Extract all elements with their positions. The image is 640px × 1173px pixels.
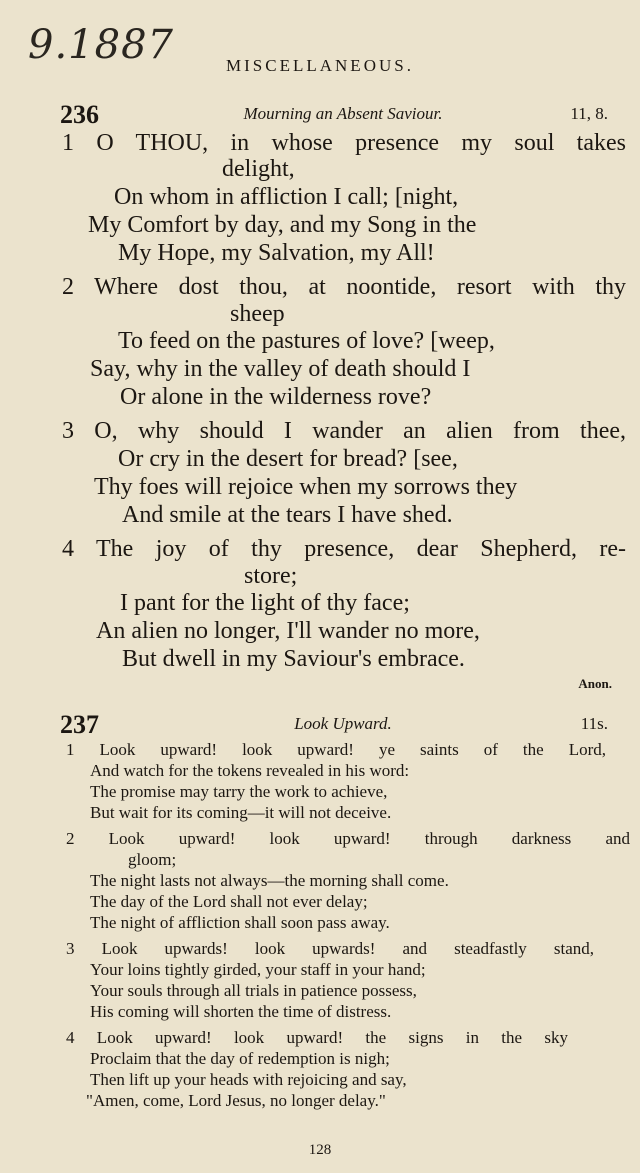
verse-line: Thy foes will rejoice when my sorrows they bbox=[94, 474, 518, 500]
hymn-236-header bbox=[60, 100, 626, 130]
hymn-meter: 11, 8. bbox=[570, 104, 608, 123]
verse-line: store; bbox=[244, 563, 298, 589]
verse-line: 1 Look upward! look upward! ye saints of the Lord, bbox=[66, 740, 606, 759]
verse-line: Proclaim that the day of redemption is nigh; bbox=[90, 1049, 390, 1068]
verse-line: On whom in affliction I call; [night, bbox=[114, 184, 459, 210]
verse-line: The promise may tarry the work to achieve, bbox=[90, 782, 388, 801]
verse-line: Your loins tightly girded, your staff in your hand; bbox=[90, 960, 426, 979]
verse-line: And watch for the tokens revealed in his word: bbox=[90, 761, 410, 780]
hymn-author: Anon. bbox=[578, 676, 612, 691]
hymn-title: Look Upward. bbox=[294, 714, 392, 733]
verse-line: "Amen, come, Lord Jesus, no longer delay." bbox=[86, 1091, 386, 1110]
hymn-number: 236 bbox=[60, 100, 99, 129]
verse-line: gloom; bbox=[128, 850, 177, 869]
verse-line: My Hope, my Salvation, my All! bbox=[118, 240, 435, 266]
verse-line: 1 O THOU, in whose presence my soul takes bbox=[62, 130, 626, 156]
verse-line: My Comfort by day, and my Song in the bbox=[88, 212, 477, 238]
verse-line: The night lasts not always—the morning shall come. bbox=[90, 871, 449, 890]
verse-line: Then lift up your heads with rejoicing and say, bbox=[90, 1070, 407, 1089]
verse-line: I pant for the light of thy face; bbox=[120, 590, 410, 616]
hymn-number: 237 bbox=[60, 710, 99, 739]
verse-line: The night of affliction shall soon pass away. bbox=[90, 913, 390, 932]
hymn-237-header bbox=[60, 710, 626, 740]
verse-line: Say, why in the valley of death should I bbox=[90, 356, 471, 382]
verse-line: And smile at the tears I have shed. bbox=[122, 502, 453, 528]
verse-line: 2 Look upward! look upward! through darkness and bbox=[66, 829, 630, 848]
verse-line: His coming will shorten the time of distress. bbox=[90, 1002, 392, 1021]
hymn-meter: 11s. bbox=[580, 714, 608, 733]
verse-line: But dwell in my Saviour's embrace. bbox=[122, 646, 465, 672]
verse-line: 3 Look upwards! look upwards! and steadfastly stand, bbox=[66, 939, 594, 958]
pencil-annotation: 9.1887 bbox=[28, 22, 174, 68]
verse-line: An alien no longer, I'll wander no more, bbox=[96, 618, 480, 644]
verse-line: Or cry in the desert for bread? [see, bbox=[118, 446, 458, 472]
verse-line: But wait for its coming—it will not deceive. bbox=[90, 803, 392, 822]
verse-line: 4 Look upward! look upward! the signs in the sky bbox=[66, 1028, 568, 1047]
verse-line: 2 Where dost thou, at noontide, resort with thy bbox=[62, 274, 626, 300]
verse-line: 4 The joy of thy presence, dear Shepherd, re- bbox=[62, 536, 626, 562]
verse-line: Or alone in the wilderness rove? bbox=[120, 384, 432, 410]
verse-line: Your souls through all trials in patience possess, bbox=[90, 981, 417, 1000]
verse-line: The day of the Lord shall not ever delay; bbox=[90, 892, 368, 911]
hymn-title: Mourning an Absent Saviour. bbox=[243, 104, 443, 123]
verse-line: delight, bbox=[222, 156, 295, 182]
verse-line: To feed on the pastures of love? [weep, bbox=[118, 328, 495, 354]
running-head: MISCELLANEOUS. bbox=[226, 56, 414, 75]
page-number: 128 bbox=[308, 1142, 332, 1158]
verse-line: 3 O, why should I wander an alien from thee, bbox=[62, 418, 626, 444]
verse-line: sheep bbox=[230, 301, 285, 327]
